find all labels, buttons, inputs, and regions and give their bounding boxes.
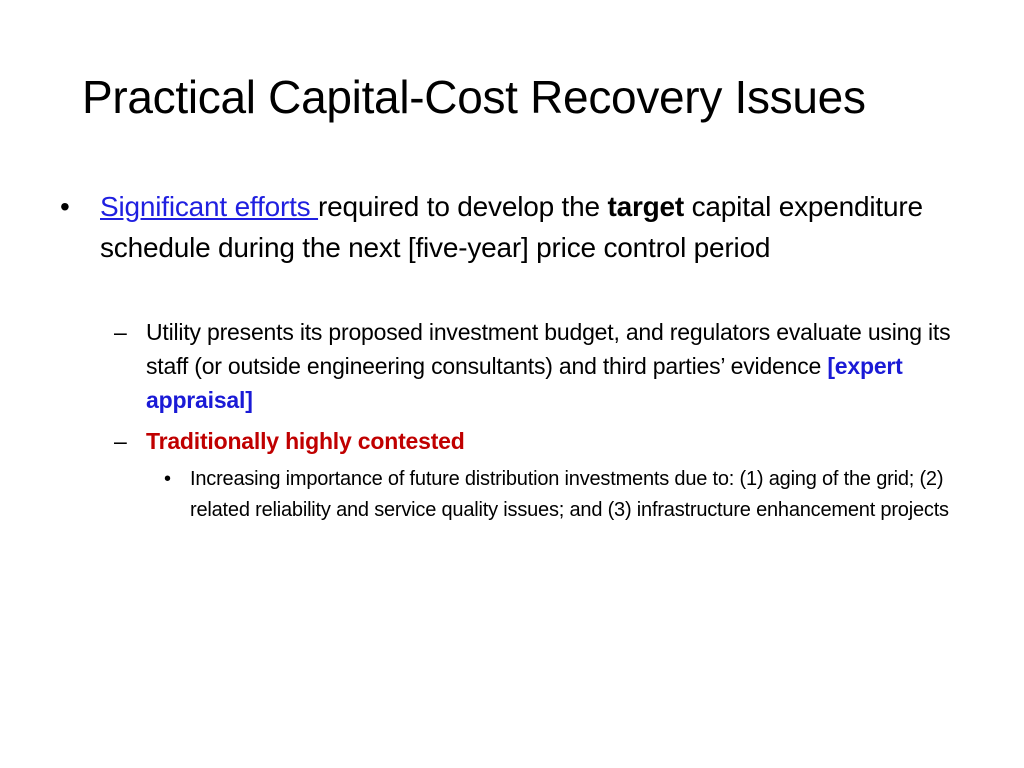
dash-marker: – <box>114 428 127 454</box>
significant-efforts-link[interactable]: Significant efforts <box>100 191 319 222</box>
slide-title: Practical Capital-Cost Recovery Issues <box>82 71 866 123</box>
dash-marker: – <box>114 319 127 345</box>
bullet-marker: • <box>164 468 172 490</box>
expert-appraisal-highlight: [expert appraisal] <box>146 353 903 413</box>
bullet-level3-investments: Increasing importance of future distribution investments due to: (1) aging of the grid; (2) related reliability and service quality issues; and (3) infrastructure enhancement projects <box>190 468 949 521</box>
bullet-level2-appraisal <box>146 315 966 417</box>
bullet-level1 <box>100 186 970 268</box>
bullet-text: Utility presents its proposed investment budget, and regulators evaluate using its staff (or outside engineering consultants) and third parties’ evidence <box>146 319 951 379</box>
bullet-text: capital expenditure schedule during the next [five-year] price control period <box>100 191 923 263</box>
bullet-marker: • <box>60 191 70 222</box>
target-emphasis: target <box>607 191 685 222</box>
bullet-text: required to develop the <box>318 191 608 222</box>
bullet-level2-contested: Traditionally highly contested <box>146 428 465 454</box>
